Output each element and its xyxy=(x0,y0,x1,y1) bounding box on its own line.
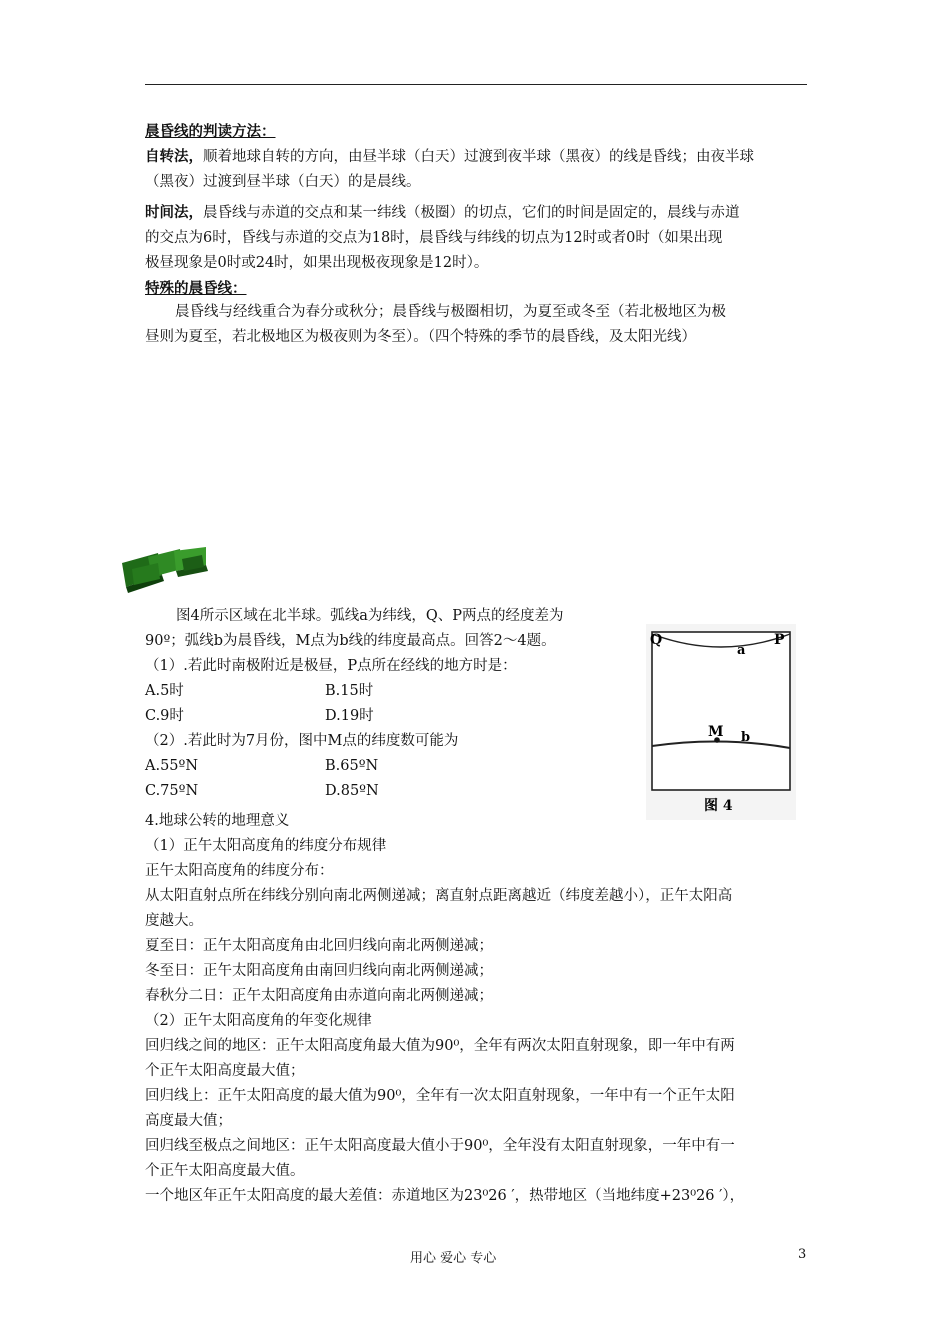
summer-solstice-line: 夏至日：正午太阳高度角由北回归线向南北两侧递减； xyxy=(145,938,493,954)
winter-solstice-line: 冬至日：正午太阳高度角由南回归线向南北两侧递减； xyxy=(145,963,493,979)
label-p: P xyxy=(774,632,785,648)
question-intro-line2: 90º；弧线b为晨昏线，M点为b线的纬度最高点。回答2～4题。 xyxy=(145,633,556,649)
label-a: a xyxy=(737,643,746,658)
figure-frame xyxy=(652,632,790,790)
on-tropic-line1: 回归线上：正午太阳高度的最大值为90⁰，全年有一次太阳直射现象，一年中有一个正午太阳 xyxy=(145,1088,735,1104)
section-4-title: 4.地球公转的地理意义 xyxy=(145,813,290,829)
q1-option-c: C.9时 xyxy=(145,708,184,724)
section-4-sub1-head: 正午太阳高度角的纬度分布： xyxy=(145,863,334,879)
q2-option-c: C.75ºN xyxy=(145,783,199,799)
figure-4 xyxy=(646,624,796,820)
tropics-line2: 个正午太阳高度最大值； xyxy=(145,1063,305,1079)
q2-option-b: B.65ºN xyxy=(325,758,379,774)
q2-option-d: D.85ºN xyxy=(325,783,379,799)
header-rule xyxy=(145,84,807,85)
section-4-sub1-line1: 从太阳直射点所在纬线分别向南北两侧递减；离直射点距离越近（纬度差越小），正午太阳高 xyxy=(145,888,733,904)
label-m: M xyxy=(708,724,724,740)
on-tropic-line2: 高度最大值； xyxy=(145,1113,232,1129)
section-4-sub1-line2: 度越大。 xyxy=(145,913,203,929)
footer-motto: 用心 爱心 专心 xyxy=(410,1251,497,1266)
time-method-text: 晨昏线与赤道的交点和某一纬线（极圈）的切点，它们的时间是固定的，晨线与赤道 xyxy=(203,205,740,221)
time-method-label: 时间法， xyxy=(145,204,203,221)
equinox-line: 春秋分二日：正午太阳高度角由赤道向南北两侧递减； xyxy=(145,988,493,1004)
tropic-to-pole-line2: 个正午太阳高度最大值。 xyxy=(145,1163,305,1179)
q1-option-a: A.5时 xyxy=(145,683,184,699)
section-title-terminator-methods: 晨昏线的判读方法： xyxy=(145,123,276,140)
question-2-stem: （2）.若此时为7月份，图中M点的纬度数可能为 xyxy=(145,733,459,749)
paragraph-time-method-line2: 的交点为6时，昏线与赤道的交点为18时，晨昏线与纬线的切点为12时或者0时（如果出现 xyxy=(145,230,723,246)
special-terminator-line1: 晨昏线与经线重合为春分或秋分；晨昏线与极圈相切，为夏至或冬至（若北极地区为极 xyxy=(175,304,726,320)
label-q: Q xyxy=(650,632,663,648)
question-1-stem: （1）.若此时南极附近是极昼，P点所在经线的地方时是： xyxy=(145,658,517,674)
question-intro-line1: 图4所示区域在北半球。弧线a为纬线，Q、P两点的经度差为 xyxy=(176,608,564,624)
books-icon xyxy=(118,545,218,595)
tropic-to-pole-line1: 回归线至极点之间地区：正午太阳高度最大值小于90⁰，全年没有太阳直射现象，一年中有一 xyxy=(145,1138,735,1154)
tropics-line1: 回归线之间的地区：正午太阳高度角最大值为90⁰，全年有两次太阳直射现象，即一年中有两 xyxy=(145,1038,735,1054)
rotation-method-text: 顺着地球自转的方向，由昼半球（白天）过渡到夜半球（黑夜）的线是昏线；由夜半球 xyxy=(203,149,754,165)
q1-option-d: D.19时 xyxy=(325,708,374,724)
special-terminator-line2: 昼则为夏至，若北极地区为极夜则为冬至）。（四个特殊的季节的晨昏线，及太阳光线） xyxy=(145,329,696,345)
paragraph-time-method-line3: 极昼现象是0时或24时，如果出现极夜现象是12时）。 xyxy=(145,255,489,271)
label-b: b xyxy=(741,730,751,745)
paragraph-rotation-method-line1 xyxy=(145,144,754,170)
page-number: 3 xyxy=(798,1247,807,1262)
paragraph-rotation-method-line2: （黑夜）过渡到昼半球（白天）的是晨线。 xyxy=(145,174,421,190)
section-4-sub2: （2）正午太阳高度角的年变化规律 xyxy=(145,1013,372,1029)
section-title-special-terminator: 特殊的晨昏线： xyxy=(145,280,247,297)
paragraph-time-method-line1 xyxy=(145,200,740,226)
section-4-sub1: （1）正午太阳高度角的纬度分布规律 xyxy=(145,838,387,854)
figure-caption: 图 4 xyxy=(704,798,733,814)
rotation-method-label: 自转法， xyxy=(145,148,203,165)
q1-option-b: B.15时 xyxy=(325,683,374,699)
max-difference-line: 一个地区年正午太阳高度的最大差值：赤道地区为23⁰26 ′，热带地区（当地纬度+23⁰26 ′）， xyxy=(145,1188,745,1204)
q2-option-a: A.55ºN xyxy=(145,758,199,774)
